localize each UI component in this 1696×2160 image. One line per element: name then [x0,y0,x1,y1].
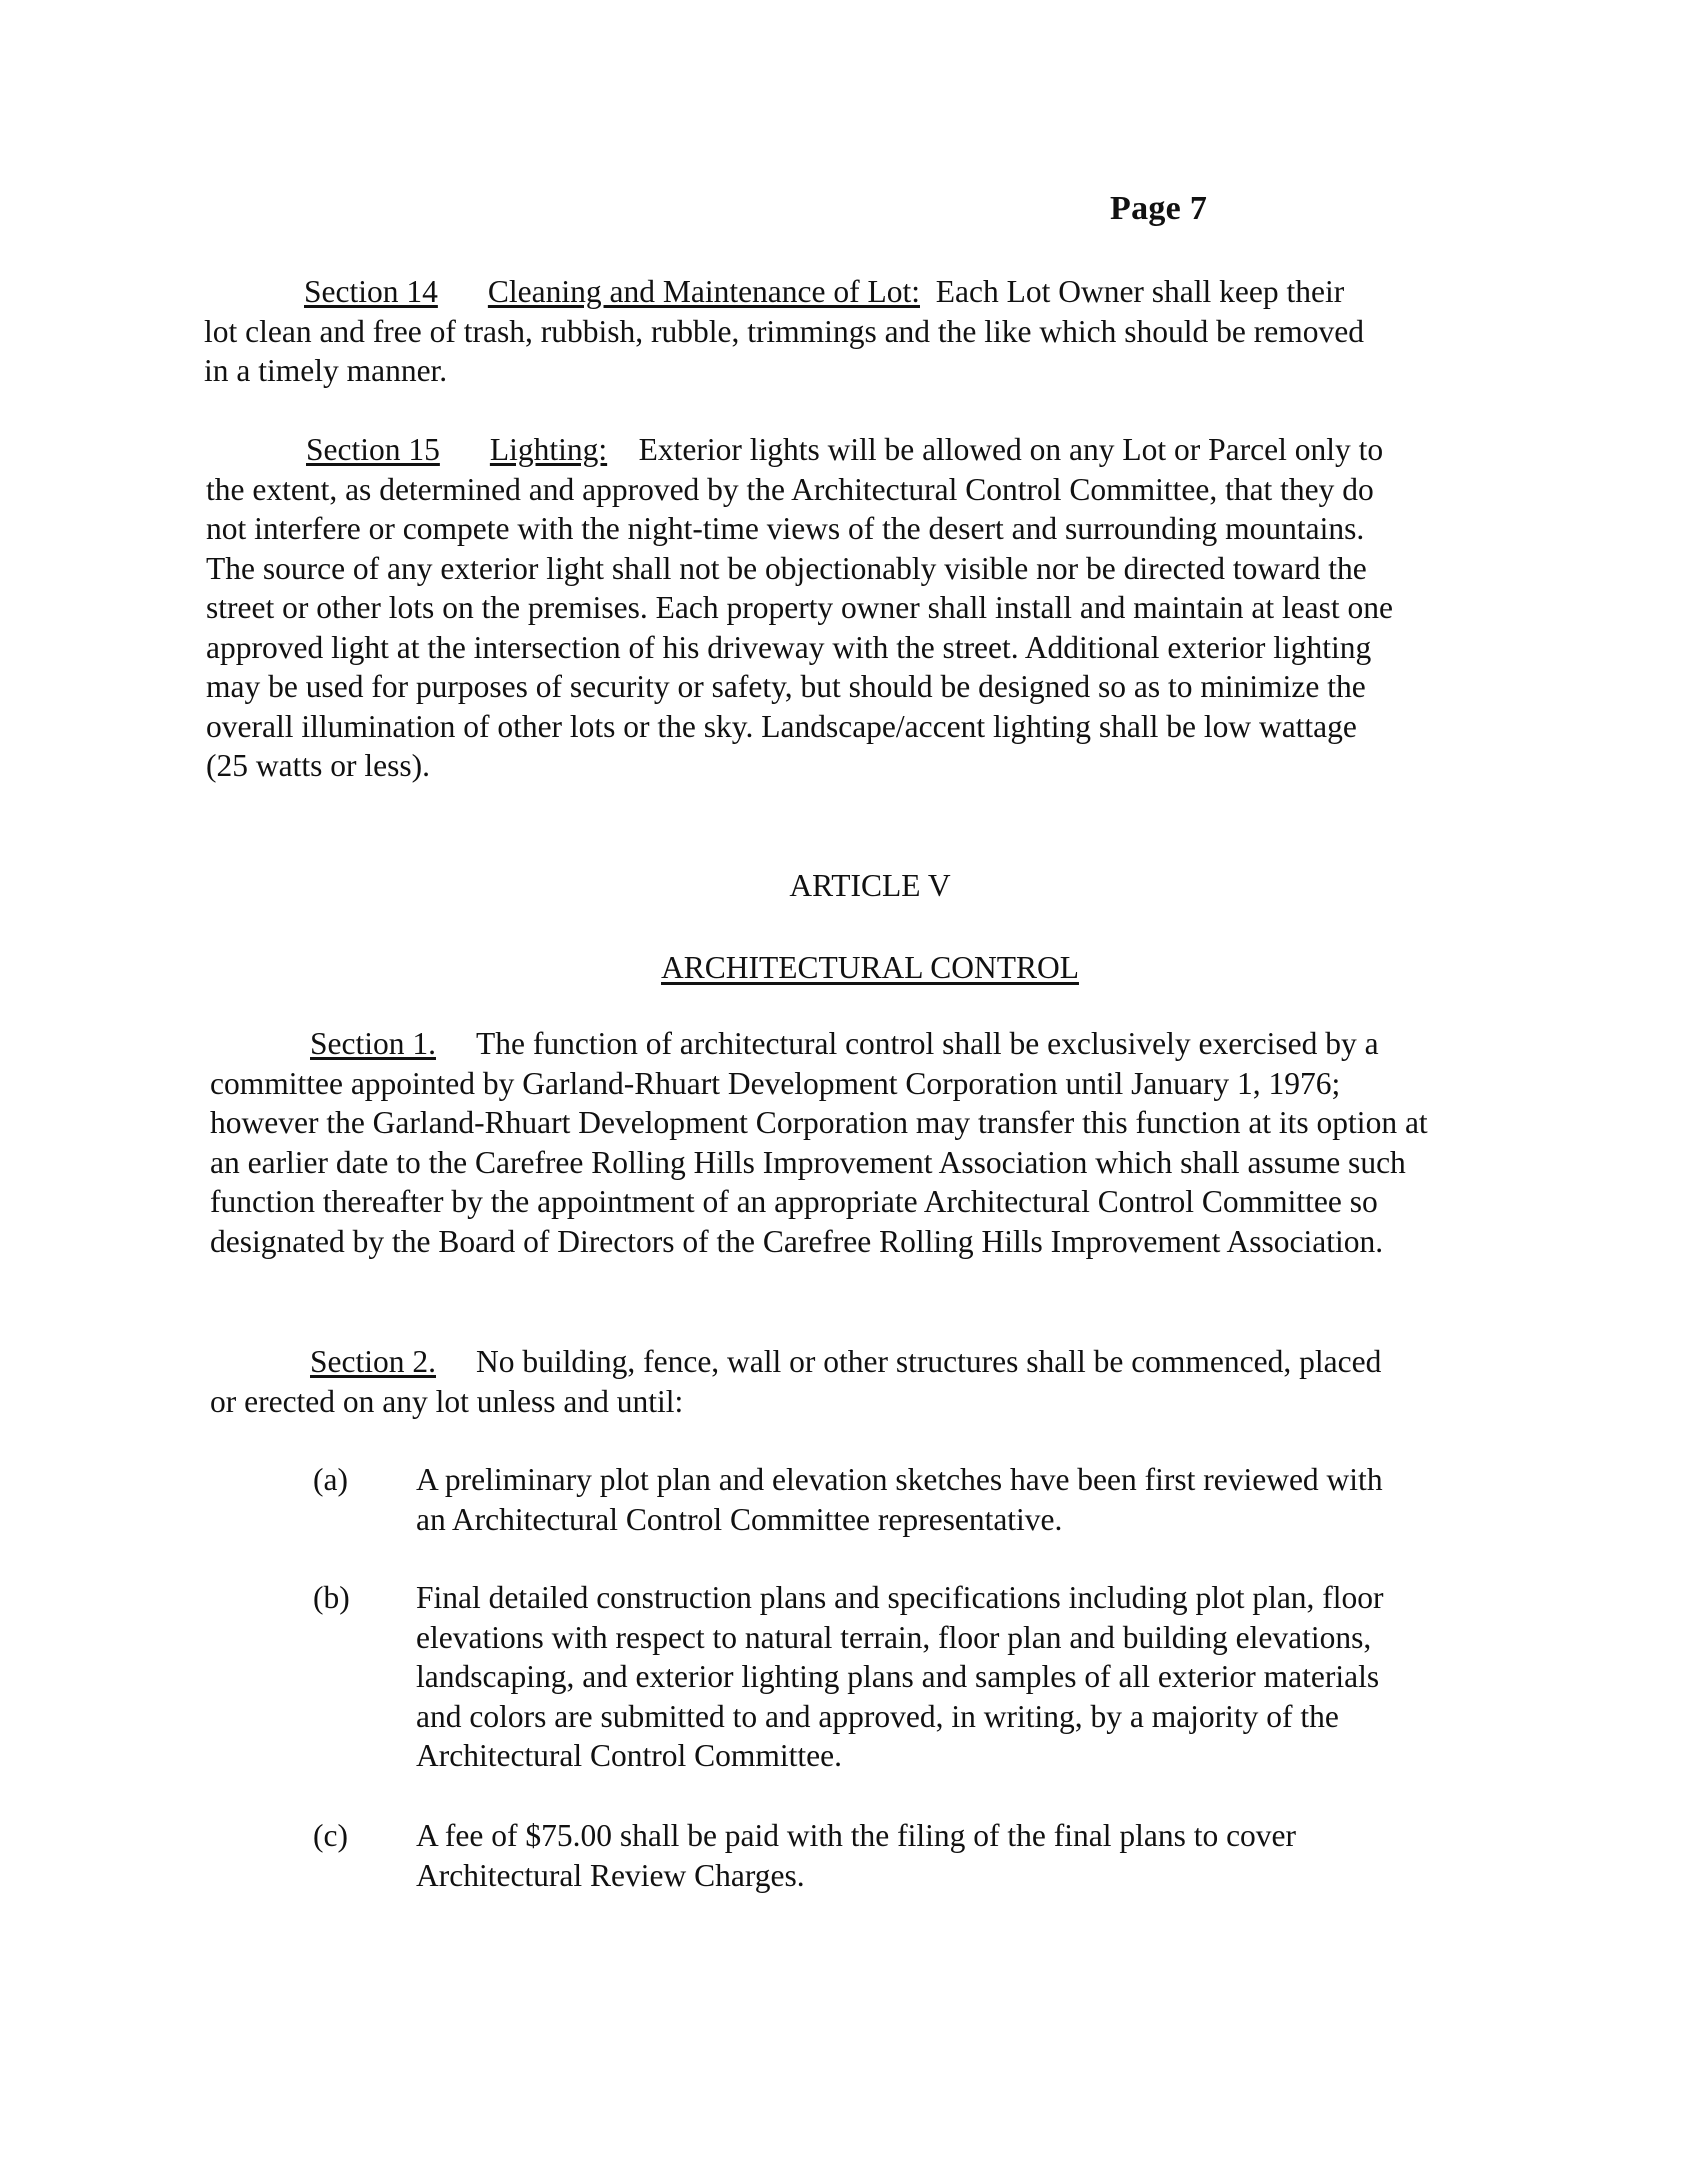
article-number [0,868,1696,904]
page-number: Page 7 [1110,190,1208,227]
section-15-text: Exterior lights will be allowed on any Lot or Parcel only to the extent, as determined and approved by the Architectural Control Committee, that they do not interfere or compete with the night-time views of the desert and surrounding mountains. The source of any exterior light shall not be objectionably visible nor be directed toward the street or other lots on the premises. Each property owner shall install and maintain at least one approved light at the intersection of his driveway with the street. Additional exterior lighting may be used for purposes of security or safety, but should be designed so as to minimize the overall illumination of other lots or the sky. Landscape/accent lighting shall be low wattage (25 watts or less). [206,432,1394,783]
section-14-text: Each Lot Owner shall keep their lot clean and free of trash, rubbish, rubble, trimmings and the like which should be removed in a timely manner. [204,274,1364,388]
article-section-2-text: No building, fence, wall or other structures shall be commenced, placed or erected on any lot unless and until: [210,1344,1382,1419]
article-section-1-text: The function of architectural control shall be exclusively exercised by a committee appointed by Garland-Rhuart Development Corporation until January 1, 1976; however the Garland-Rhuart Development Corporation may transfer this function at its option at an earlier date to the Carefree Rolling Hills Improvement Association which shall assume such function thereafter by the appointment of an appropriate Architectural Control Committee so designated by the Board of Directors of the Carefree Rolling Hills Improvement Association. [210,1026,1428,1259]
list-item-label: (a) [313,1462,348,1497]
section-14-paragraph [204,272,1384,391]
section-15-paragraph [206,430,1406,786]
article-section-2-paragraph [210,1342,1410,1421]
article-section-1-paragraph [210,1024,1440,1261]
article-section-1-label: Section 1. [310,1026,436,1061]
section-14-label: Section 14 [304,274,438,309]
list-item-label: (c) [313,1818,348,1853]
article-heading-text: ARCHITECTURAL CONTROL [661,950,1079,985]
article-section-2-label: Section 2. [310,1344,436,1379]
section-14-title: Cleaning and Maintenance of Lot: [487,274,920,309]
article-heading [0,950,1696,986]
list-item [313,1816,1423,1906]
list-item-text: Final detailed construction plans and specifications including plot plan, floor elevations with respect to natural terrain, floor plan and building elevations, landscaping, and exterior lighting plans and samples of all exterior materials and colors are submitted to and approved, in writing, by a majority of the Architectural Control Committee. [416,1580,1384,1773]
article-number-text: ARTICLE V [789,868,951,903]
list-item-text: A preliminary plot plan and elevation sketches have been first reviewed with an Architectural Control Committee representative. [416,1462,1383,1537]
list-item-label: (b) [313,1580,350,1615]
list-item-text: A fee of $75.00 shall be paid with the filing of the final plans to cover Architectural Review Charges. [416,1818,1297,1893]
list-item [313,1578,1423,1788]
section-15-label: Section 15 [306,432,440,467]
list-item [313,1460,1423,1550]
section-15-title: Lighting: [489,432,608,467]
